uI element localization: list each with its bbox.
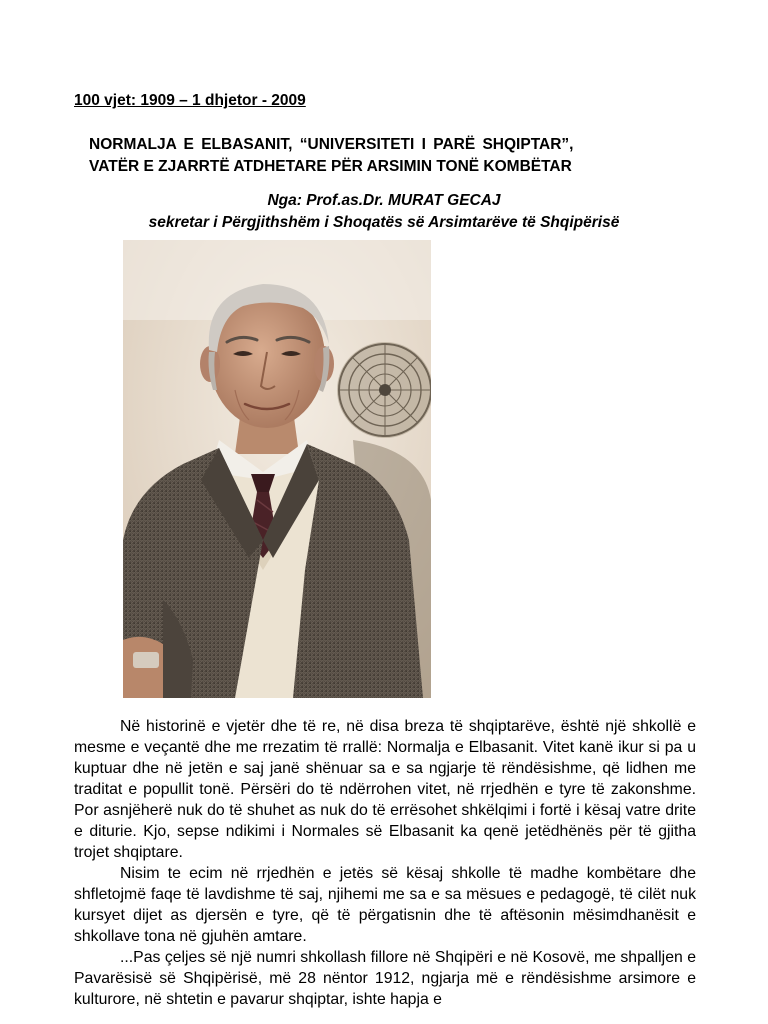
headline-line-1: NORMALJA E ELBASANIT, “UNIVERSITETI I PARË SHQIPTAR”, [89, 136, 574, 153]
headline-line-2: VATËR E ZJARRTË ATDHETARE PËR ARSIMIN TONË KOMBËTAR [89, 158, 572, 175]
fan-icon [337, 342, 431, 438]
headline [89, 134, 709, 178]
byline-author: Nga: Prof.as.Dr. MURAT GECAJ [267, 192, 501, 209]
paragraph-2: Nisim te ecim në rrjedhën e jetës së kësaj shkolle të madhe kombëtare dhe shfletojmë faqe të lavdishme të saj, njihemi me sa e sa mësues e pedagogë, të cilët nuk kursyet dijet as djersën e tyre, që të përgatisnin dhe të aftësonin mësimdhanësit e shkollave tona në gjuhën amtare. [74, 865, 696, 945]
date-line: 100 vjet: 1909 – 1 dhjetor - 2009 [74, 92, 306, 109]
paragraph-1: Në historinë e vjetër dhe të re, në disa breza të shqiptarëve, është një shkollë e mesme e veçantë dhe me rrezatim të rrallë: Normalja e Elbasanit. Vitet kanë ikur si pa u kuptuar dhe në jetën e saj janë shënuar sa e sa ngjarje të rëndësishme, që lidhen me traditat e popullit tonë. Përsëri do të ndërrohen vitet, në rrjedhën e tyre të zakonshme. Por asnjëherë nuk do të shuhet as nuk do të errësohet shkëlqimi i fortë i kësaj vatre drite e diturie. Kjo, sepse ndikimi i Normales së Elbasanit ka qenë jetëdhënës për të gjitha trojet shqiptare. [74, 718, 696, 861]
author-photo-illustration [123, 240, 431, 698]
paragraph-3: ...Pas çeljes së një numri shkollash fillore në Shqipëri e në Kosovë, me shpalljen e Pavarësisë së Shqipërisë, më 28 nëntor 1912, ngjarja më e rëndësishme arsimore e kulturore, në shtetin e pavarur shqiptar, ishte hapja e [74, 949, 696, 1008]
byline-role: sekretar i Përgjithshëm i Shoqatës së Arsimtarëve të Shqipërisë [148, 214, 620, 231]
article-body [74, 716, 696, 1010]
author-photo [123, 240, 431, 698]
